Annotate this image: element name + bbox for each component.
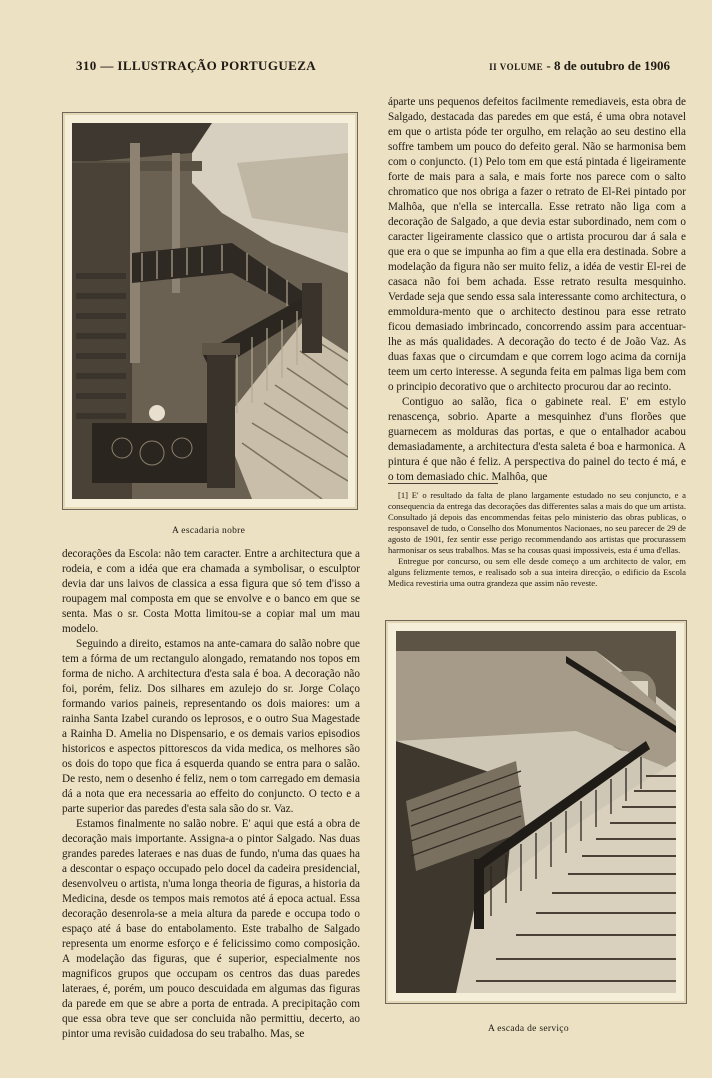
footnote <box>388 490 686 589</box>
noble-staircase-photo <box>72 123 348 499</box>
paragraph: decorações da Escola: não tem caracter. Entre a architectura que a rodeia, e com a idéa que era chamada a symbolisar, o esculptor devia dar uns laivos de classica a essa figura que só tem d'isso a roupagem mal composta em que se envolve e o banco em que se senta. Mas o sr. Costa Motta limitou-se a copiar mal um mau modelo. <box>62 548 360 635</box>
footnote-paragraph: [1] E' o resultado da falta de plano largamente estudado no seu conjuncto, e a consequencia da entrega das decorações das differentes salas a mais do que um artista. Consultado já depois das encommendas feitas pelo ministerio das obras publicas, o responsavel de tudo, o Conselho dos Monumentos Nacionaes, no seu parecer de 29 de agosto de 1901, fez sentir esse perigo recommendando aos artistas que procurassem harmonisar os seus trabalhos. Mas se ha cousas quasi impossiveis, esta é uma d'ellas. <box>388 490 686 555</box>
paragraph: Estamos finalmente no salão nobre. E' aqui que está a obra de decoração mais importante. Assigna-a o pintor Salgado. Nas duas grandes paredes lateraes e nas duas de fundo, n'uma das quaes ha a descontar o espaço occupado pelo docel da cadeira presidencial, desenvolveu o artista, n'uma longa theoria de figuras, a historia da Medicina, desde os tempos mais remotos até á epoca actual. Essa decoração desenrola-se a meia altura da parede e occupa todo o espaço até á base do entabolamento. Este trabalho de Salgado representa um enorme esforço e é felicissimo como composição. A modelação das figuras, que é superior, especialmente nos magnificos grupos que occupam os centros das duas paredes lateraes, é, porém, um pouco descuidada em algumas das figuras da parede em que se abre a porta de entrada. A precipitação com que essa obra teve que ser concluida não permittiu, decerto, ao pintor uma revisão cuidadosa do seu trabalho. Mas, se <box>62 818 360 1040</box>
volume-label: II VOLUME <box>489 62 544 72</box>
caption-noble-staircase: A escadaria nobre <box>172 526 246 536</box>
article-right-column <box>388 95 686 485</box>
page-header-issue <box>489 58 670 74</box>
issue-date: 8 de outubro de 1906 <box>553 58 670 73</box>
footnote-rule <box>388 483 498 484</box>
paragraph: áparte uns pequenos defeitos facilmente remediaveis, esta obra de Salgado, destacada das paredes em que está, é uma obra notavel em que o artista póde ter orgulho, em relação ao seu destino ella soffre tambem um pouco do defeito geral. Não se harmonisa bem com o conjuncto. (1) Pelo tom em que está pintada é ligeiramente forte de mais para a sala, e mais forte nos parece com o salto chromatico que nos obriga a fazer o retrato de El-Rei pintado por Malhôa, que n'ella se intercalla. Esse retrato não liga com a decoração de Salgado, a que devia estar subordinado, nem com o caracter ligeiramente classico que o artista procurou dar á sala e que era o que se impunha ao fim a que ella era destinada. Sobre a modelação da figura não ser muito feliz, a idéa de vestir El-rei de casaca não foi bem achada. Esse retrato resulta mesquinho. Verdade seja que sendo essa sala interessante como architectura, o emmoldura-mento que o architecto destinou para esse retrato ficou demasiado imbrincado, concorrendo assim para accentuar-lhe as más qualidades. A decoração do tecto é de João Vaz. As duas faxas que o circumdam e que correm logo acima da cornija teem um certo interesse. A segunda feita em palmas liga bem com o principio decorativo que o architecto procurou dar ao recinto. <box>388 96 686 393</box>
caption-service-staircase: A escada de serviço <box>488 1024 569 1034</box>
article-left-column <box>62 547 360 1042</box>
footnote-paragraph: Entregue por concurso, ou sem elle desde começo a um architecto de valor, em alguns felizmente temos, e realisado sob a sua inteira direcção, o edificio da Escola Medica revestiria uma outra grandeza que assim não reveste. <box>388 556 686 588</box>
paragraph: Seguindo a direito, estamos na ante-camara do salão nobre que tem a fórma de um rectangulo alongado, rematando nos topos em forma de nicho. A architectura d'esta sala é boa. A decoração não foi, porém, feliz. Dos silhares em azulejo do sr. Jorge Colaço formando varios paineis, representando os dois maiores: um a rainha Santa Izabel curando os leprosos, e o outro Sua Magestade a Rainha D. Amelia no Dispensario, e os demais varios episodios historicos e aspectos pittorescos da vida medica, os melhores são os dois do topo que fica á esquerda quando se entra para o salão. De resto, nem o desenho é feliz, nem o tom carregado em demasia dá a nota que era necessaria ao effeito do conjuncto. O tecto e a parte superior das paredes d'esta sala são do sr. Vaz. <box>62 638 360 815</box>
photo-frame-service-staircase <box>385 620 687 1004</box>
page-header-title: 310 — ILLUSTRAÇÃO PORTUGUEZA <box>76 58 317 73</box>
service-staircase-photo <box>396 631 676 993</box>
header-separator: - <box>546 58 554 73</box>
photo-frame-noble-staircase <box>62 112 358 510</box>
paragraph: Contiguo ao salão, fica o gabinete real. E' em estylo renascença, sobrio. Aparte a mesquinhez d'uns florões que guarnecem as molduras das portas, e que o entalhador acabou demasiadamente, a architectura d'esta saleta é boa e harmonica. A pintura é que não é feliz. A perspectiva do painel do tecto é má, e o tom demasiado chic. Malhôa, que <box>388 396 686 483</box>
